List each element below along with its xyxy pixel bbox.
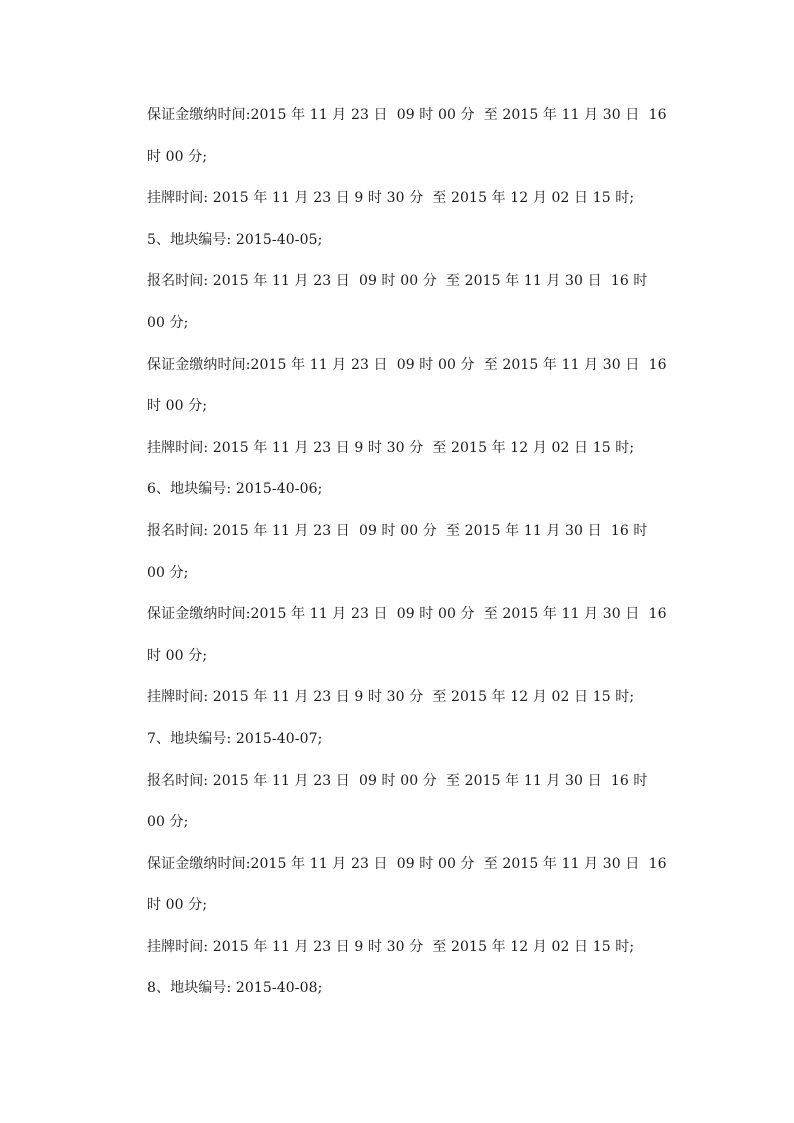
document-page bbox=[147, 105, 667, 1020]
deposit-period-line: 保证金缴纳时间:2015 年 11 月 23 日 09 时 00 分 至 2015 年 11 月 30 日 16 bbox=[147, 107, 667, 123]
registration-period-line-cont: 00 分; bbox=[147, 314, 189, 331]
deposit-period-line-cont: 时 00 分; bbox=[147, 398, 208, 415]
deposit-period-line: 保证金缴纳时间:2015 年 11 月 23 日 09 时 00 分 至 2015 年 11 月 30 日 16 bbox=[147, 356, 667, 373]
registration-period-line-cont: 00 分; bbox=[147, 564, 189, 581]
deposit-period-line-cont: 时 00 分; bbox=[147, 897, 208, 914]
registration-period-line: 报名时间: 2015 年 11 月 23 日 09 时 00 分 至 2015 年 11 月 30 日 16 时 bbox=[147, 772, 648, 789]
registration-period-line: 报名时间: 2015 年 11 月 23 日 09 时 00 分 至 2015 年 11 月 30 日 16 时 bbox=[147, 522, 648, 539]
deposit-period-line: 保证金缴纳时间:2015 年 11 月 23 日 09 时 00 分 至 2015 年 11 月 30 日 16 bbox=[147, 606, 667, 623]
listing-period-line: 挂牌时间: 2015 年 11 月 23 日 9 时 30 分 至 2015 年 12 月 02 日 15 时; bbox=[147, 938, 635, 955]
deposit-period-line-cont: 时 00 分; bbox=[147, 647, 208, 664]
listing-period-line: 挂牌时间: 2015 年 11 月 23 日 9 时 30 分 至 2015 年 12 月 02 日 15 时; bbox=[147, 689, 635, 706]
parcel-number-line: 5、地块编号: 2015-40-05; bbox=[147, 231, 323, 248]
listing-period-line: 挂牌时间: 2015 年 11 月 23 日 9 时 30 分 至 2015 年 12 月 02 日 15 时; bbox=[147, 439, 635, 456]
deposit-period-line-cont: 时 00 分; bbox=[147, 148, 208, 165]
parcel-number-line: 6、地块编号: 2015-40-06; bbox=[147, 481, 323, 498]
parcel-number-line: 7、地块编号: 2015-40-07; bbox=[147, 730, 323, 747]
registration-period-line-cont: 00 分; bbox=[147, 814, 189, 831]
deposit-period-line: 保证金缴纳时间:2015 年 11 月 23 日 09 时 00 分 至 2015 年 11 月 30 日 16 bbox=[147, 855, 667, 872]
registration-period-line: 报名时间: 2015 年 11 月 23 日 09 时 00 分 至 2015 年 11 月 30 日 16 时 bbox=[147, 273, 648, 290]
listing-period-line: 挂牌时间: 2015 年 11 月 23 日 9 时 30 分 至 2015 年 12 月 02 日 15 时; bbox=[147, 190, 635, 207]
parcel-number-line: 8、地块编号: 2015-40-08; bbox=[147, 980, 323, 997]
